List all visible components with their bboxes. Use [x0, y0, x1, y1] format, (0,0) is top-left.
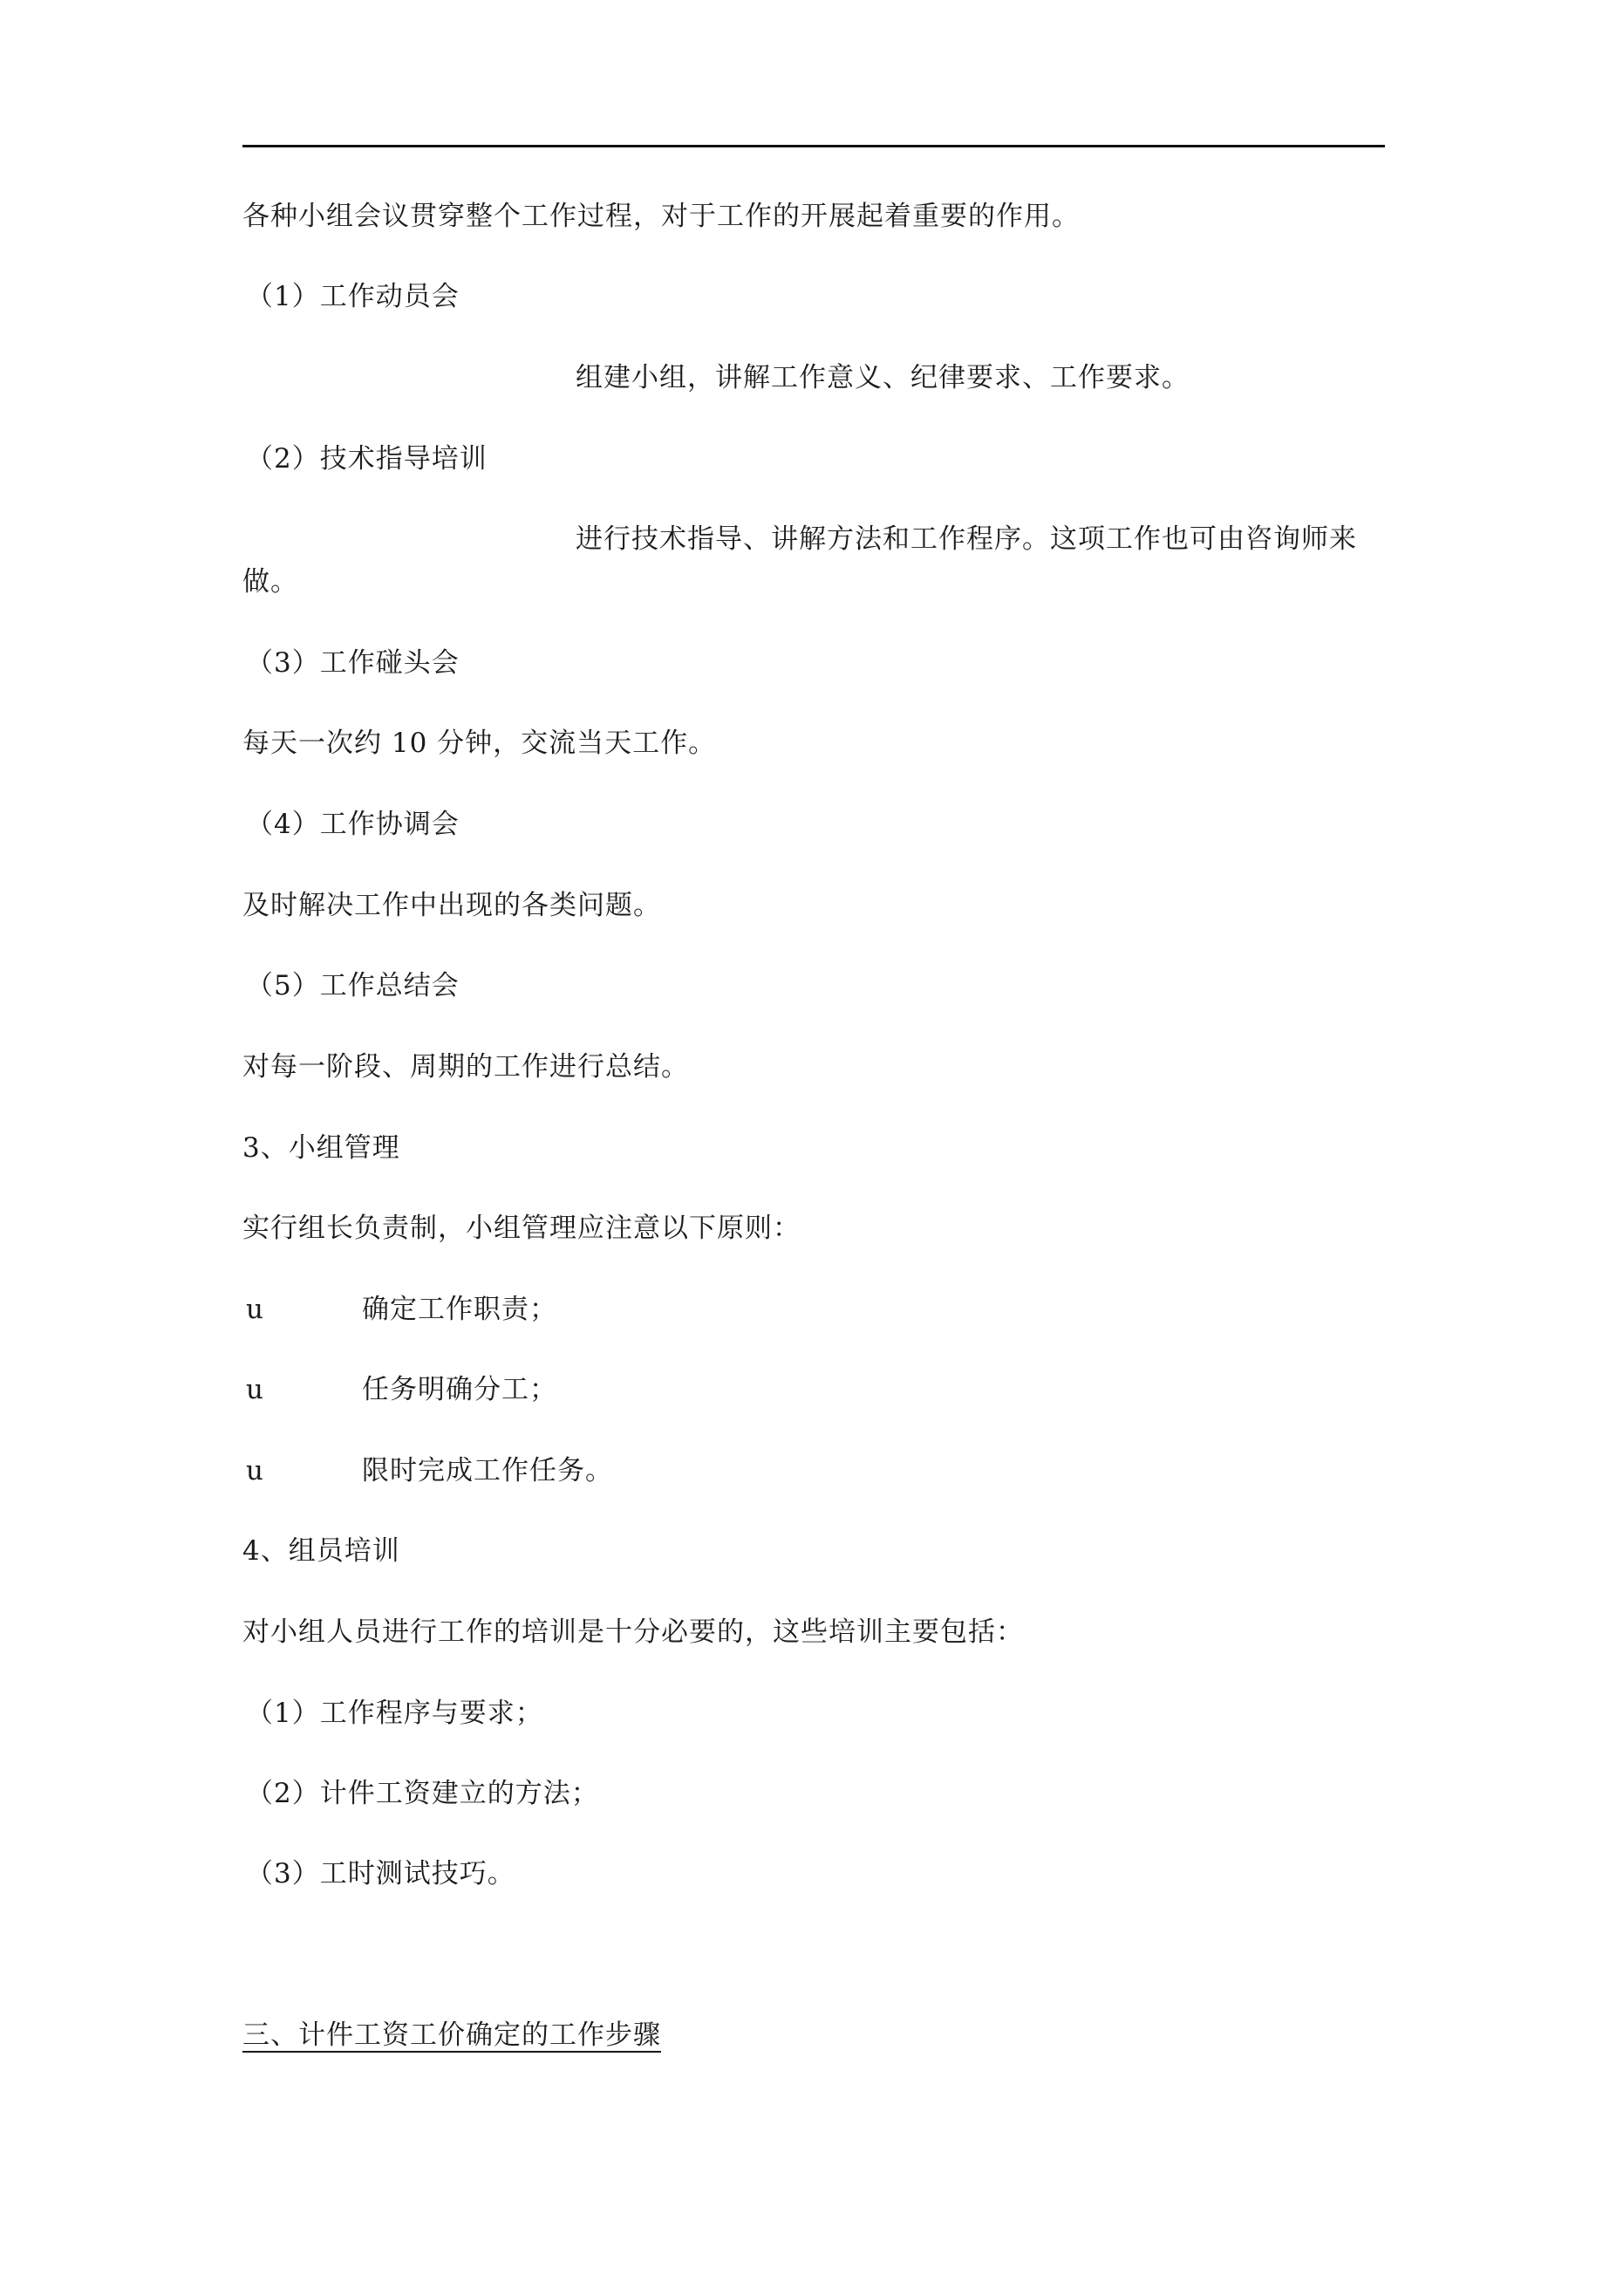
- item1-title: （1）工作动员会: [246, 281, 460, 312]
- item4-title: （4）工作协调会: [246, 809, 460, 840]
- training-item: （2）计件工资建立的方法；: [246, 1778, 599, 1809]
- bullet-mark: u: [246, 1294, 264, 1325]
- item3-body: 每天一次约 10 分钟，交流当天工作。: [242, 728, 717, 759]
- bullet-mark: u: [246, 1374, 264, 1405]
- header-rule: [242, 145, 1385, 147]
- bullet-text: 任务明确分工；: [362, 1374, 557, 1405]
- item2-title: （2）技术指导培训: [246, 443, 488, 475]
- intro-paragraph: 各种小组会议贯穿整个工作过程，对于工作的开展起着重要的作用。: [242, 201, 1080, 232]
- section3-heading: 3、小组管理: [242, 1132, 400, 1164]
- item5-title: （5）工作总结会: [246, 970, 460, 1001]
- item5-body: 对每一阶段、周期的工作进行总结。: [242, 1051, 689, 1083]
- chapter3-heading: 三、计件工资工价确定的工作步骤: [242, 2019, 661, 2051]
- item4-body: 及时解决工作中出现的各类问题。: [242, 890, 661, 921]
- bullet-text: 确定工作职责；: [362, 1294, 557, 1325]
- section4-heading: 4、组员培训: [242, 1535, 400, 1567]
- item2-body-line1: 进行技术指导、讲解方法和工作程序。这项工作也可由咨询师来: [576, 523, 1357, 555]
- section4-intro: 对小组人员进行工作的培训是十分必要的，这些培训主要包括：: [242, 1616, 1024, 1648]
- item1-body: 组建小组，讲解工作意义、纪律要求、工作要求。: [576, 362, 1190, 393]
- bullet-mark: u: [246, 1455, 264, 1486]
- item2-body-line2: 做。: [242, 566, 298, 598]
- section3-intro: 实行组长负责制，小组管理应注意以下原则：: [242, 1213, 801, 1244]
- item3-title: （3）工作碰头会: [246, 647, 460, 679]
- bullet-text: 限时完成工作任务。: [362, 1455, 613, 1486]
- training-item: （1）工作程序与要求；: [246, 1698, 543, 1729]
- training-item: （3）工时测试技巧。: [246, 1858, 515, 1889]
